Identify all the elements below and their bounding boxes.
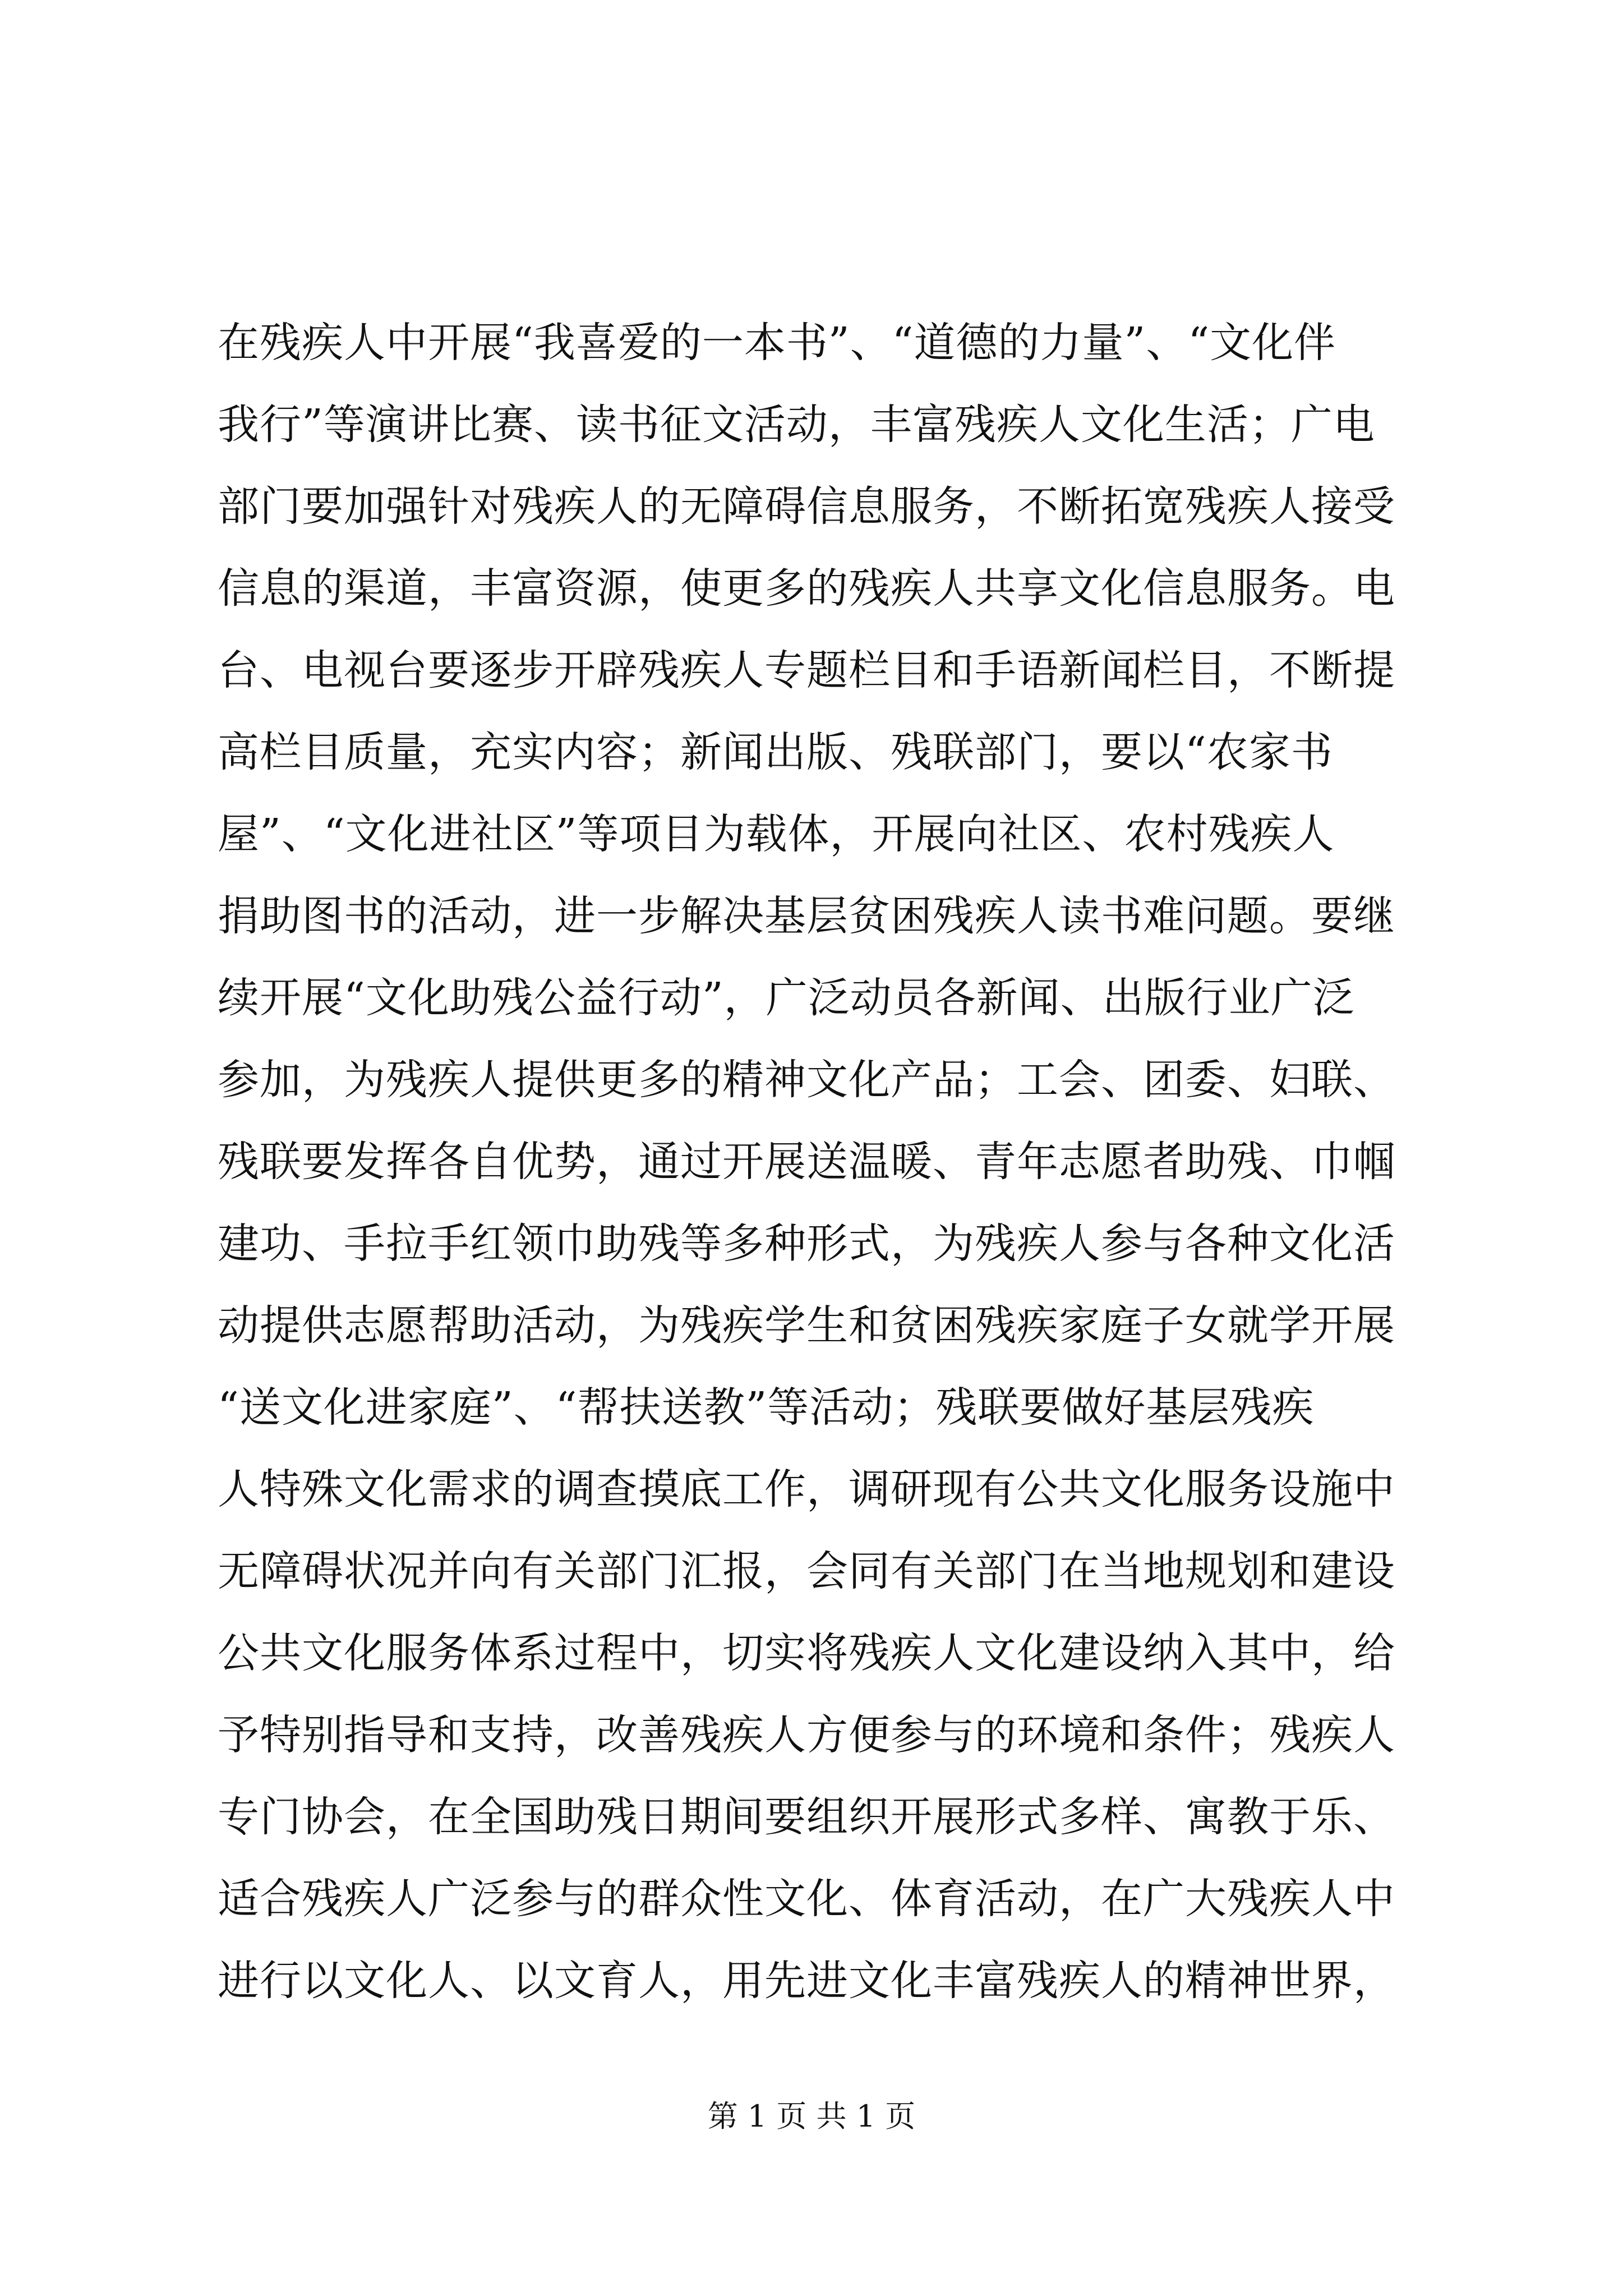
- text-line: 残联要发挥各自优势，通过开展送温暖、青年志愿者助残、巾帼: [218, 1138, 1395, 1186]
- text-line: 高栏目质量，充实内容；新闻出版、残联部门，要以“农家书: [218, 728, 1333, 776]
- text-line: 予特别指导和支持，改善残疾人方便参与的环境和条件；残疾人: [218, 1711, 1395, 1759]
- text-line: 部门要加强针对残疾人的无障碍信息服务，不断拓宽残疾人接受: [218, 482, 1395, 531]
- text-line: 我行”等演讲比赛、读书征文活动，丰富残疾人文化生活；广电: [218, 401, 1375, 449]
- text-line: 动提供志愿帮助活动，为残疾学生和贫困残疾家庭子女就学开展: [218, 1301, 1395, 1350]
- text-line: 台、电视台要逐步开辟残疾人专题栏目和手语新闻栏目，不断提: [218, 646, 1395, 694]
- text-line: 进行以文化人、以文育人，用先进文化丰富残疾人的精神世界，: [218, 1957, 1395, 2005]
- text-line: 参加，为残疾人提供更多的精神文化产品；工会、团委、妇联、: [218, 1056, 1395, 1104]
- text-line: 无障碍状况并向有关部门汇报，会同有关部门在当地规划和建设: [218, 1547, 1395, 1595]
- text-line: 专门协会，在全国助残日期间要组织开展形式多样、寓教于乐、: [218, 1793, 1395, 1841]
- text-line: 在残疾人中开展“我喜爱的一本书”、“道德的力量”、“文化伴: [218, 319, 1336, 367]
- text-line: 建功、手拉手红领巾助残等多种形式，为残疾人参与各种文化活: [218, 1220, 1395, 1268]
- text-line: 捐助图书的活动，进一步解决基层贫困残疾人读书难问题。要继: [218, 892, 1395, 940]
- text-line: 续开展“文化助残公益行动”，广泛动员各新闻、出版行业广泛: [218, 974, 1355, 1022]
- body-paragraph: [218, 302, 1423, 2022]
- text-line: 屋”、“文化进社区”等项目为载体，开展向社区、农村残疾人: [218, 810, 1335, 858]
- text-line: “送文化进家庭”、“帮扶送教”等活动；残联要做好基层残疾: [218, 1383, 1315, 1432]
- text-line: 公共文化服务体系过程中，切实将残疾人文化建设纳入其中，给: [218, 1629, 1395, 1677]
- page-footer: 第 1 页 共 1 页: [707, 2099, 916, 2134]
- text-line: 适合残疾人广泛参与的群众性文化、体育活动，在广大残疾人中: [218, 1875, 1395, 1923]
- text-line: 人特殊文化需求的调查摸底工作，调研现有公共文化服务设施中: [218, 1465, 1395, 1513]
- text-line: 信息的渠道，丰富资源，使更多的残疾人共享文化信息服务。电: [218, 564, 1395, 613]
